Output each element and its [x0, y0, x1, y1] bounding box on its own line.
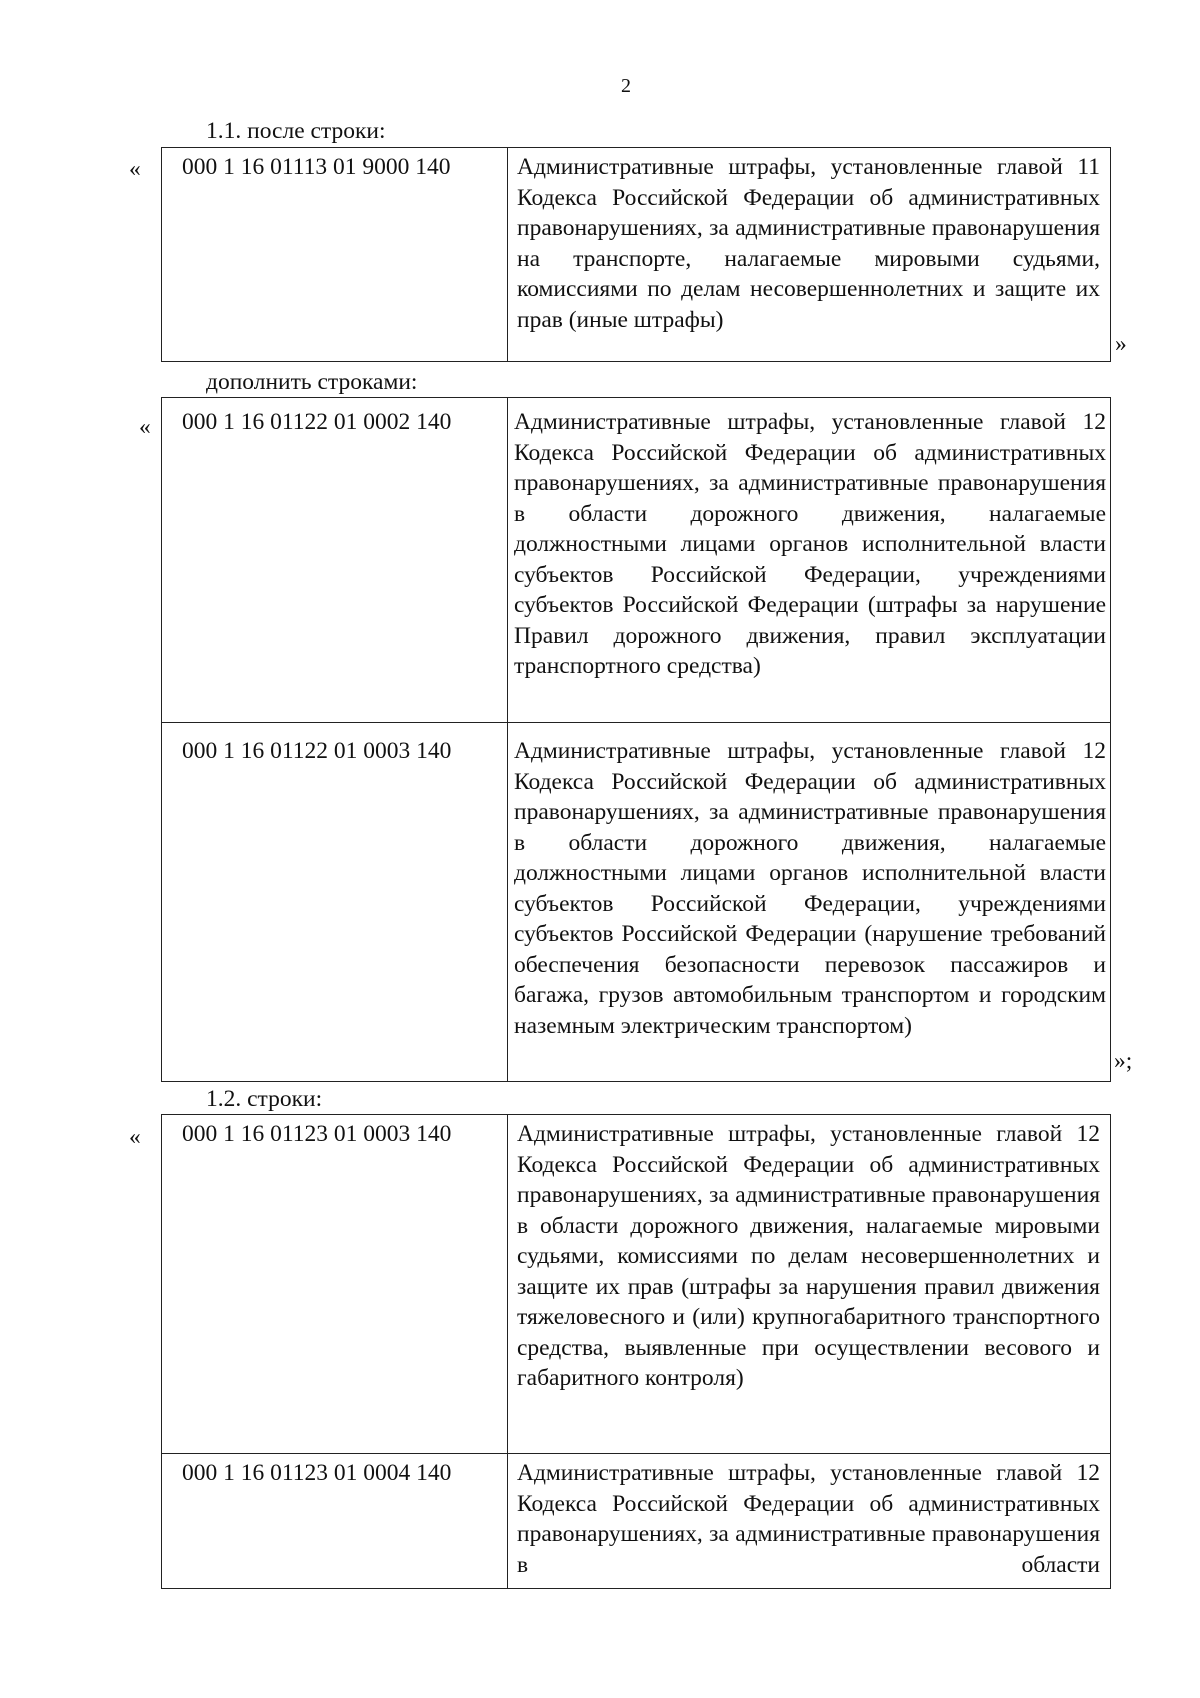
table-row: [162, 1115, 1111, 1454]
code-cell: [162, 398, 508, 723]
budget-code: 000 1 16 01123 01 0003 140: [182, 1121, 452, 1147]
section-heading-1-2: 1.2. строки:: [206, 1086, 323, 1112]
budget-description: Административные штрафы, установленные главой 12 Кодекса Российской Федерации об административных правонарушениях, за административные правонарушения в области дорожного движения, налагаемые мировыми судьями, комиссиями по делам несовершеннолетних и защите их прав (штрафы за нарушения правил движения тяжеловесного и (или) крупногабаритного транспортного средства, выявленные при осуществлении весового и габаритного контроля): [517, 1121, 1100, 1391]
amendment-table-1: [161, 147, 1111, 362]
budget-description: Административные штрафы, установленные главой 12 Кодекса Российской Федерации об административных правонарушениях, за административные правонарушения в области: [517, 1460, 1100, 1578]
budget-code: 000 1 16 01122 01 0002 140: [182, 409, 452, 435]
budget-code: 000 1 16 01122 01 0003 140: [182, 738, 452, 764]
description-cell: [508, 398, 1111, 723]
budget-code: 000 1 16 01123 01 0004 140: [182, 1460, 452, 1486]
section-heading-1-1: 1.1. после строки:: [206, 118, 386, 144]
code-cell: [162, 1454, 508, 1589]
budget-description: Административные штрафы, установленные главой 11 Кодекса Российской Федерации об административных правонарушениях, за административные правонарушения на транспорте, налагаемые мировыми судьями, комиссиями по делам несовершеннолетних и защите их прав (иные штрафы): [517, 154, 1100, 333]
code-cell: [162, 148, 508, 362]
close-quote: »;: [1114, 1048, 1133, 1074]
code-cell: [162, 1115, 508, 1454]
close-quote: »: [1115, 331, 1127, 357]
open-quote: «: [139, 414, 151, 440]
amendment-table-2: [161, 397, 1111, 1082]
code-cell: [162, 723, 508, 1082]
table-row: [162, 148, 1111, 362]
table-row: [162, 1454, 1111, 1589]
table-row: [162, 398, 1111, 723]
page-number: 2: [621, 75, 631, 97]
table-row: [162, 723, 1111, 1082]
section-heading-addition: дополнить строками:: [206, 369, 418, 395]
amendment-table-3: [161, 1114, 1111, 1589]
budget-description: Административные штрафы, установленные главой 12 Кодекса Российской Федерации об административных правонарушениях, за административные правонарушения в области дорожного движения, налагаемые должностными лицами органов исполнительной власти субъектов Российской Федерации, учреждениями субъектов Российской Федерации (штрафы за нарушение Правил дорожного движения, правил эксплуатации транспортного средства): [514, 409, 1106, 679]
open-quote: «: [129, 1124, 141, 1150]
open-quote: «: [129, 156, 141, 182]
budget-description: Административные штрафы, установленные главой 12 Кодекса Российской Федерации об административных правонарушениях, за административные правонарушения в области дорожного движения, налагаемые должностными лицами органов исполнительной власти субъектов Российской Федерации, учреждениями субъектов Российской Федерации (нарушение требований обеспечения безопасности перевозок пассажиров и багажа, грузов автомобильным транспортом и городским наземным электрическим транспортом): [514, 738, 1106, 1039]
budget-code: 000 1 16 01113 01 9000 140: [182, 154, 451, 180]
description-cell: [508, 148, 1111, 362]
description-cell: [508, 1454, 1111, 1589]
description-cell: [508, 1115, 1111, 1454]
description-cell: [508, 723, 1111, 1082]
